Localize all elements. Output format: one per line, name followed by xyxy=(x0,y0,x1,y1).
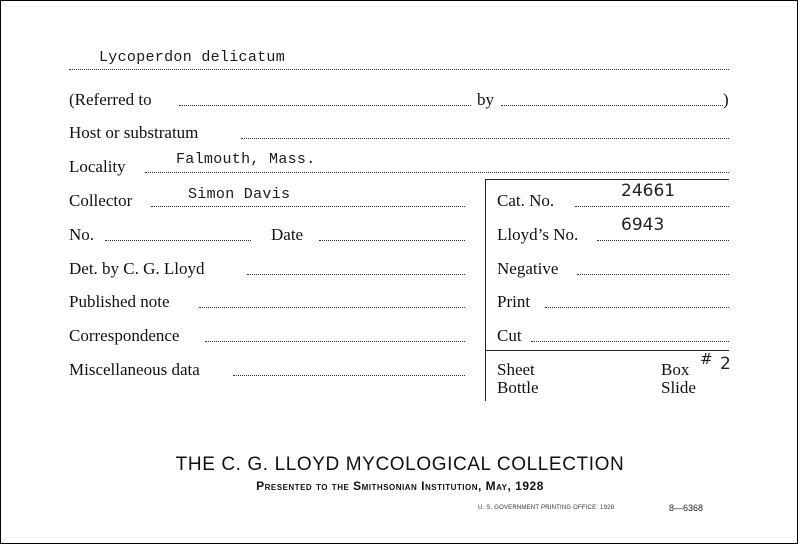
box-top-border xyxy=(485,179,729,180)
cut-label: Cut xyxy=(497,326,522,345)
referred-to-line xyxy=(179,105,471,106)
cut-line xyxy=(531,341,729,342)
referred-to-label: (Referred to xyxy=(69,90,152,109)
box-hash: # xyxy=(700,350,713,368)
species-line xyxy=(69,69,729,70)
locality-line xyxy=(145,172,729,173)
by-label: by xyxy=(477,90,494,109)
box-value: 2 xyxy=(720,354,731,374)
host-label: Host or substratum xyxy=(69,123,199,142)
cat-no-line xyxy=(575,206,729,207)
collector-label: Collector xyxy=(69,191,133,210)
date-line xyxy=(319,240,465,241)
date-label: Date xyxy=(271,225,304,244)
form-number: 8—6368 xyxy=(669,503,704,513)
bottle-label: Bottle xyxy=(497,378,539,397)
no-line xyxy=(105,240,251,241)
correspondence-label: Correspondence xyxy=(69,326,180,345)
lloyd-no-value: 6943 xyxy=(621,215,665,235)
det-line xyxy=(247,274,465,275)
negative-line xyxy=(577,274,729,275)
locality-label: Locality xyxy=(69,157,126,176)
correspondence-line xyxy=(205,341,465,342)
negative-label: Negative xyxy=(497,259,559,278)
host-line xyxy=(241,138,729,139)
box-label: Box xyxy=(661,360,690,379)
cat-no-value: 24661 xyxy=(621,181,676,201)
sheet-label: Sheet xyxy=(497,360,535,379)
printing-office-note: U. S. GOVERNMENT PRINTING OFFICE: 1928 xyxy=(478,505,615,511)
print-line xyxy=(545,307,729,308)
collector-value: Simon Davis xyxy=(188,186,291,203)
collection-subtitle: Presented to the Smithsonian Institution, May, 1928 xyxy=(256,479,544,493)
print-label: Print xyxy=(497,292,531,311)
cat-no-label: Cat. No. xyxy=(497,191,555,210)
misc-line xyxy=(233,375,465,376)
det-label: Det. by C. G. Lloyd xyxy=(69,259,205,278)
box-left-border xyxy=(485,179,486,401)
close-paren: ) xyxy=(723,90,729,109)
collection-title: THE C. G. LLOYD MYCOLOGICAL COLLECTION xyxy=(175,454,625,475)
no-label: No. xyxy=(69,225,95,244)
slide-label: Slide xyxy=(661,378,696,397)
lloyd-no-line xyxy=(597,240,729,241)
published-label: Published note xyxy=(69,292,170,311)
collector-line xyxy=(151,206,465,207)
lloyd-no-label: Lloyd’s No. xyxy=(497,225,579,244)
box-divider xyxy=(485,350,729,351)
species-name: Lycoperdon delicatum xyxy=(99,49,286,66)
published-line xyxy=(199,307,465,308)
by-line xyxy=(501,105,723,106)
misc-label: Miscellaneous data xyxy=(69,360,200,379)
locality-value: Falmouth, Mass. xyxy=(176,151,316,168)
